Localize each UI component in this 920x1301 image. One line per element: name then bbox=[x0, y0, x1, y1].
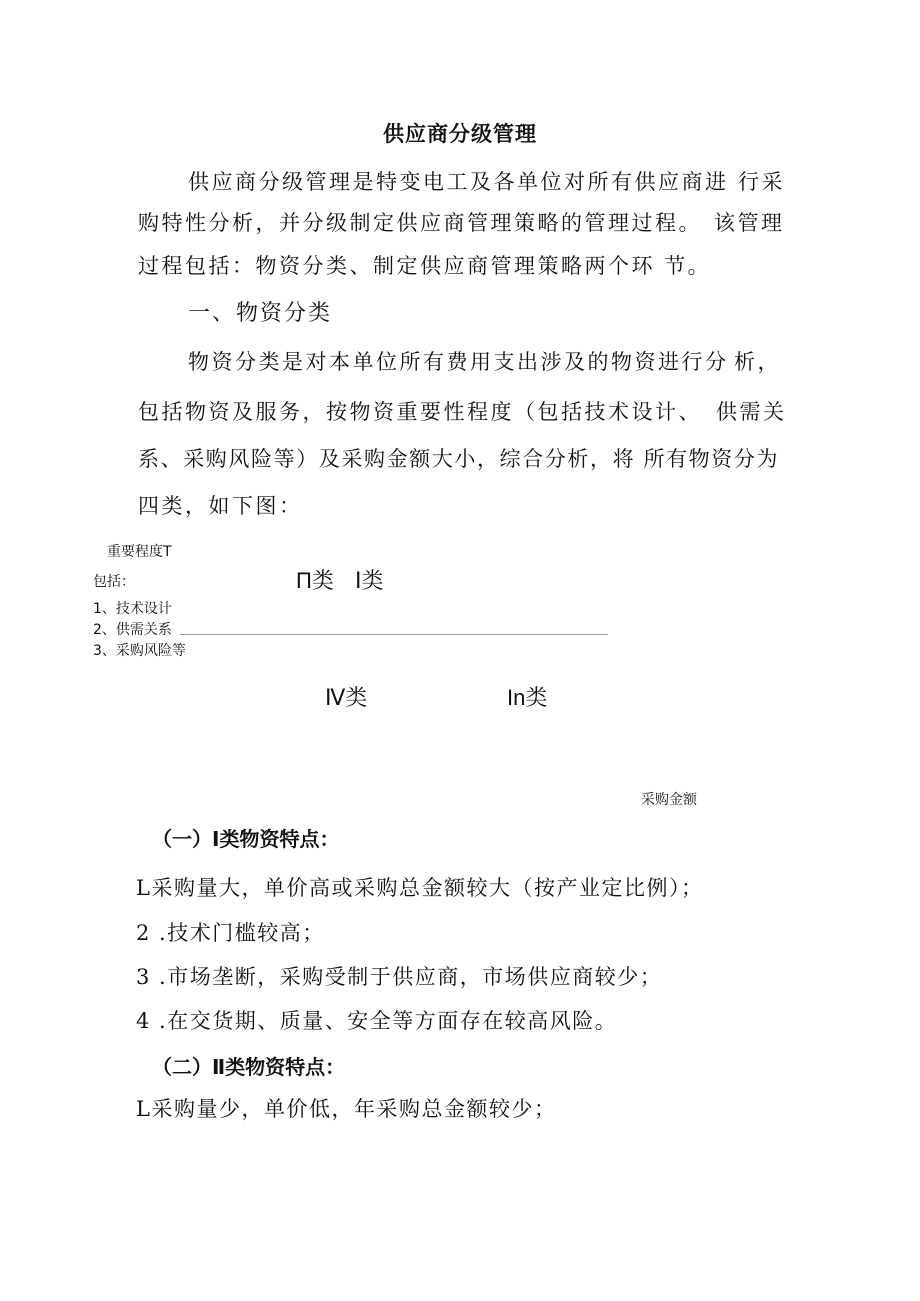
class1-item: L采购量大，单价高或采购总金额较大（按产业定比例）； bbox=[136, 876, 704, 900]
y-axis-label: 重要程度T bbox=[107, 544, 172, 560]
intro-line-2a: 购特性分析，并分级制定供应商管理策略的管理过程。 bbox=[138, 211, 702, 235]
class1-item: 4 .在交货期、质量、安全等方面存在较高风险。 bbox=[136, 1009, 618, 1033]
class1-item: 2 .技术门槛较高； bbox=[136, 921, 325, 945]
class-iii-label: In类 bbox=[507, 685, 548, 710]
section1-line-1b: 析， bbox=[734, 350, 781, 374]
class1-item: 3 .市场垄断，采购受制于供应商，市场供应商较少； bbox=[136, 965, 663, 989]
class-iv-label: Ⅳ类 bbox=[325, 685, 368, 710]
criterion-item: 1、技术设计 bbox=[93, 601, 172, 617]
intro-line-2b: 该管理 bbox=[714, 211, 785, 235]
criterion-item: 2、供需关系 bbox=[93, 622, 172, 638]
intro-line-3: 过程包括：物资分类、制定供应商管理策略两个环 节。 bbox=[138, 254, 712, 278]
section1-line-3: 系、采购风险等）及采购金额大小，综合分析，将 所有物资分为 bbox=[138, 447, 780, 471]
class-ii-label: Π类 bbox=[296, 568, 334, 593]
section1-line-4: 四类，如下图： bbox=[138, 494, 303, 518]
class1-heading: （一）Ⅰ类物资特点： bbox=[152, 827, 340, 851]
section1-line-1a: 物资分类是对本单位所有费用支出涉及的物资进行分 bbox=[188, 350, 729, 374]
intro-line-1a: 供应商分级管理是特变电工及各单位对所有供应商进 bbox=[188, 170, 729, 194]
criterion-item: 3、采购风险等 bbox=[93, 643, 186, 659]
section-heading-classification: 一、物资分类 bbox=[188, 301, 333, 326]
class-i-label: Ⅰ类 bbox=[355, 568, 384, 593]
page-title: 供应商分级管理 bbox=[383, 122, 537, 146]
includes-label: 包括： bbox=[93, 574, 135, 590]
class2-heading: （二）Ⅱ类物资特点： bbox=[152, 1055, 346, 1079]
section1-line-2a: 包括物资及服务，按物资重要性程度（包括技术设计、 bbox=[138, 400, 702, 424]
x-axis-label: 采购金额 bbox=[641, 792, 697, 808]
quadrant-divider bbox=[180, 634, 608, 635]
class2-item: L采购量少，单价低，年采购总金额较少； bbox=[136, 1097, 557, 1121]
intro-line-1b: 行采 bbox=[738, 170, 785, 194]
section1-line-2b: 供需关 bbox=[716, 400, 787, 424]
